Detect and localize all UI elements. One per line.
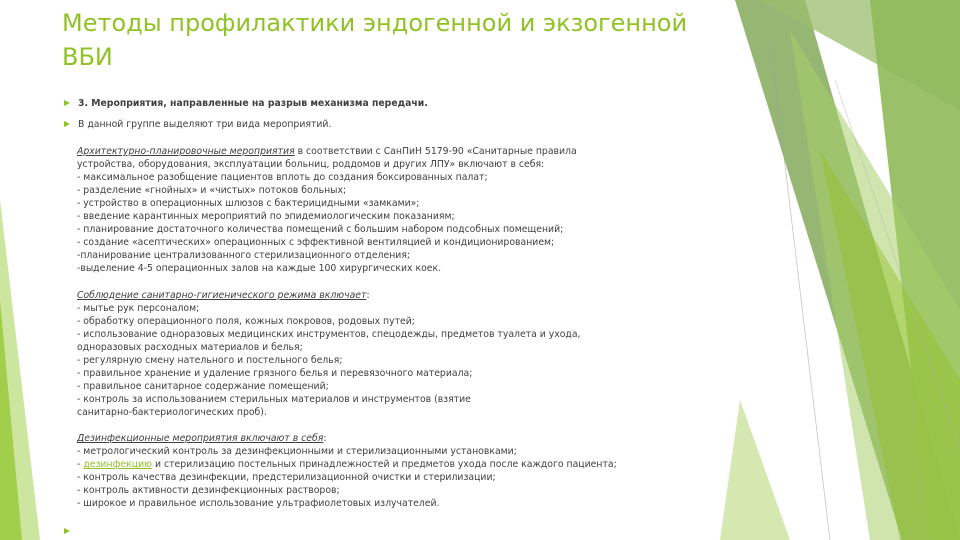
section-heading-sanitary: Соблюдение санитарно-гигиенического режима включает xyxy=(77,289,367,301)
body-text xyxy=(77,145,757,510)
text-line: - правильное хранение и удаление грязного белья и перевязочного материала; xyxy=(77,367,473,379)
section-heading-rest: в соответствии с СанПиН 5179-90 «Санитарные правила xyxy=(294,146,577,157)
text-line: - правильное санитарное содержание помещений; xyxy=(77,380,329,392)
bullet-text: 3. Мероприятия, направленные на разрыв механизма передачи. xyxy=(78,98,428,109)
text-line: - контроль за использованием стерильных материалов и инструментов (взятие xyxy=(77,393,471,405)
text-line: - контроль активности дезинфекционных растворов; xyxy=(77,485,340,497)
line-rest: и стерилизацию постельных принадлежностей и предметов ухода после каждого пациента; xyxy=(152,459,617,471)
disinfection-link[interactable]: дезинфекцию xyxy=(83,459,153,471)
spacer xyxy=(77,275,757,288)
text-line: - создание «асептических» операционных с эффективной вентиляцией и кондиционированием; xyxy=(77,237,555,249)
spacer xyxy=(77,419,757,432)
bullet-item xyxy=(64,96,744,111)
section-heading-disinfection: Дезинфекционные мероприятия включают в себя xyxy=(77,433,324,445)
text-line: - введение карантинных мероприятий по эпидемиологическим показаниям; xyxy=(77,211,455,223)
bullet-list xyxy=(64,96,744,132)
text-line: - метрологический контроль за дезинфекционными и стерилизационными установками; xyxy=(77,446,517,458)
text-line: - использование одноразовых медицинских инструментов, спецодежды, предметов туалета и ухода, xyxy=(77,328,581,340)
text-line: -планирование централизованного стерилизационного отделения; xyxy=(77,250,411,262)
text-line: - широкое и правильное использование ультрафиолетовых излучателей. xyxy=(77,498,440,510)
bullet-triangle-icon xyxy=(64,528,70,534)
text-line: - регулярную смену нательного и постельного белья; xyxy=(77,354,343,366)
section-heading-rest: : xyxy=(366,289,370,301)
text-line: - планирование достаточного количества помещений с большим набором подсобных помещений; xyxy=(77,224,564,236)
bullet-triangle-icon xyxy=(64,121,70,127)
text-line xyxy=(77,458,757,471)
text-line: санитарно-бактериологических проб). xyxy=(77,406,267,418)
text-line: - максимальное разобщение пациентов вплоть до создания боксированных палат; xyxy=(77,172,488,184)
text-line: - разделение «гнойных» и «чистых» потоков больных; xyxy=(77,185,347,197)
section-heading-line xyxy=(77,289,757,302)
text-line: одноразовых расходных материалов и белья; xyxy=(77,341,303,353)
slide-title: Методы профилактики эндогенной и экзогенной ВБИ xyxy=(62,9,688,71)
bullet-triangle-icon xyxy=(64,100,70,106)
text-line: -выделение 4-5 операционных залов на каждые 100 хирургических коек. xyxy=(77,263,442,275)
section-heading-line xyxy=(77,432,757,445)
text-line: - устройство в операционных шлюзов с бактерицидными «замками»; xyxy=(77,198,420,210)
text-line: - контроль качества дезинфекции, предстерилизационной очистки и стерилизации; xyxy=(77,472,496,484)
section-heading-line xyxy=(77,145,757,158)
section-heading-architecture: Архитектурно-планировочные мероприятия xyxy=(77,146,295,157)
text-line: устройства, оборудования, эксплуатации больниц, роддомов и других ЛПУ» включают в себя: xyxy=(77,159,545,171)
bullet-item xyxy=(64,117,744,132)
text-line: - обработку операционного поля, кожных покровов, родовых путей; xyxy=(77,315,415,327)
bullet-text: В данной группе выделяют три вида мероприятий. xyxy=(78,119,332,130)
line-prefix: - xyxy=(77,459,84,471)
section-heading-rest: : xyxy=(323,433,327,445)
text-line: - мытье рук персоналом; xyxy=(77,302,200,314)
